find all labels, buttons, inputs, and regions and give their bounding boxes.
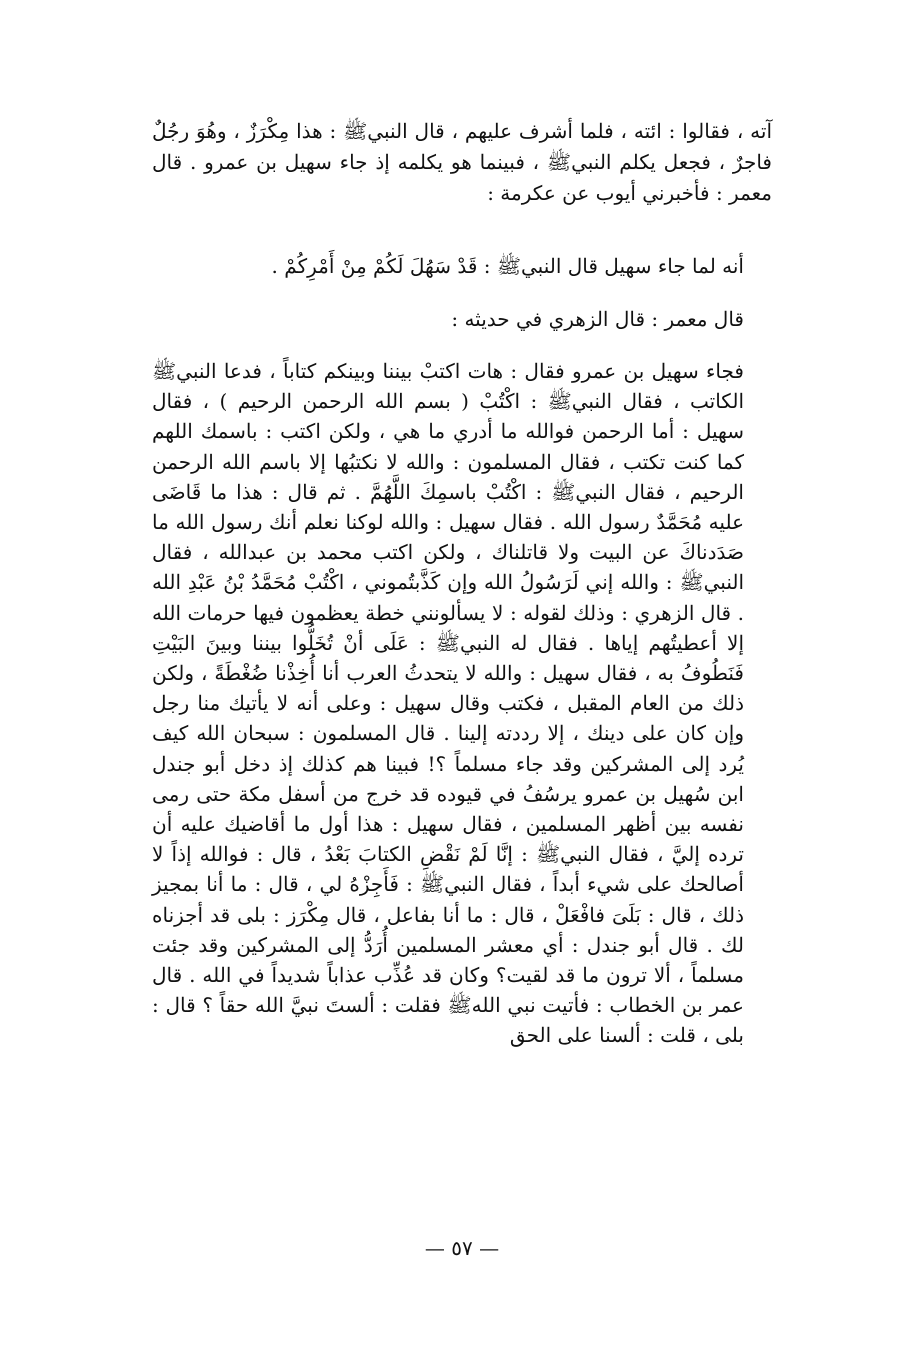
paragraph-4-main: فجاء سهيل بن عمرو فقال : هات اكتبْ بيننا وبينكم كتاباً ، فدعا النبيﷺ الكاتب ، فقال النبيﷺ : اكْتُبْ ( بسم الله الرحمن الرحيم ) ، فقال سهيل : أما الرحمن فوالله ما أدري ما هي ، ولكن اكتب : باسمك اللهم كما كنت تكتب ، فقال المسلمون : والله لا نكتبُها إلا باسم الله الرحمن الرحيم ، فقال النبيﷺ : اكْتُبْ باسمِكَ اللَّهُمَّ . ثم قال : هذا ما قَاضَى عليه مُحَمَّدٌ رسول الله . فقال سهيل : والله لوكنا نعلم أنك رسول الله ما صَدَدناكَ عن البيت ولا قاتلناك ، ولكن اكتب محمد بن عبدالله ، فقال النبيﷺ : والله إني لَرَسُولُ الله وإن كَذَّبتُموني ، اكْتُبْ مُحَمَّدُ بْنُ عَبْدِ الله . قال الزهري : وذلك لقوله : لا يسألونني خطة يعظمون فيها حرمات الله إلا أعطيتُهم إياها . فقال له النبيﷺ : عَلَى أنْ تُخَلُّوا بيننا وبينَ البَيْتِ فَنَطُوفُ به ، فقال سهيل : والله لا يتحدثُ العرب أنا أُخِذْنا ضُغْطَةً ، ولكن ذلك من العام المقبل ، فكتب وقال سهيل : وعلى أنه لا يأتيك منا رجل وإن كان على دينك ، إلا رددته إلينا . قال المسلمون : سبحان الله كيف يُرد إلى المشركين وقد جاء مسلماً ؟! فبينا هم كذلك إذ دخل أبو جندل ابن سُهيل بن عمرو يرسُفُ في قيوده قد خرج من أسفل مكة حتى رمى نفسه بين أظهر المسلمين ، فقال سهيل : هذا أول ما أقاضيك عليه أن ترده إليَّ ، فقال النبيﷺ : إنَّا لَمْ نَقْضِ الكتابَ بَعْدُ ، قال : فوالله إذاً لا أصالحك على شيء أبداً ، فقال النبيﷺ : فَأَجِزْهُ لي ، قال : ما أنا بمجيز ذلك ، قال : بَلَىَ فافْعَلْ ، قال : ما أنا بفاعل ، قال مِكْرَز : بلى قد أجزناه لك . قال أبو جندل : أي معشر المسلمين أُرَدُّ إلى المشركين وقد جئت مسلماً ، ألا ترون ما قد لقيت؟ وكان قد عُذِّب عذاباً شديداً في الله . قال عمر بن الخطاب : فأتيت نبي اللهﷺ فقلت : ألستَ نبيَّ الله حقاً ؟ قال : بلى ، قلت : ألسنا على الحق — [152, 359, 744, 1048]
paragraph-1: آته ، فقالوا : ائته ، فلما أشرف عليهم ، قال النبيﷺ : هذا مِكْرَزٌ ، وهُوَ رجُلٌ فاجرٌ ، فجعل يكلم النبيﷺ ، فبينما هو يكلمه إذ جاء سهيل بن عمرو . قال معمر : فأخبرني أيوب عن عكرمة : — [152, 119, 772, 205]
paragraph-2-quote: أنه لما جاء سهيل قال النبيﷺ : قَدْ سَهُلَ لَكُمْ مِنْ أَمْرِكُمْ . — [271, 254, 744, 278]
paragraph-3: قال معمر : قال الزهري في حديثه : — [451, 307, 744, 331]
page-number: — ٥٧ — — [424, 1236, 500, 1260]
